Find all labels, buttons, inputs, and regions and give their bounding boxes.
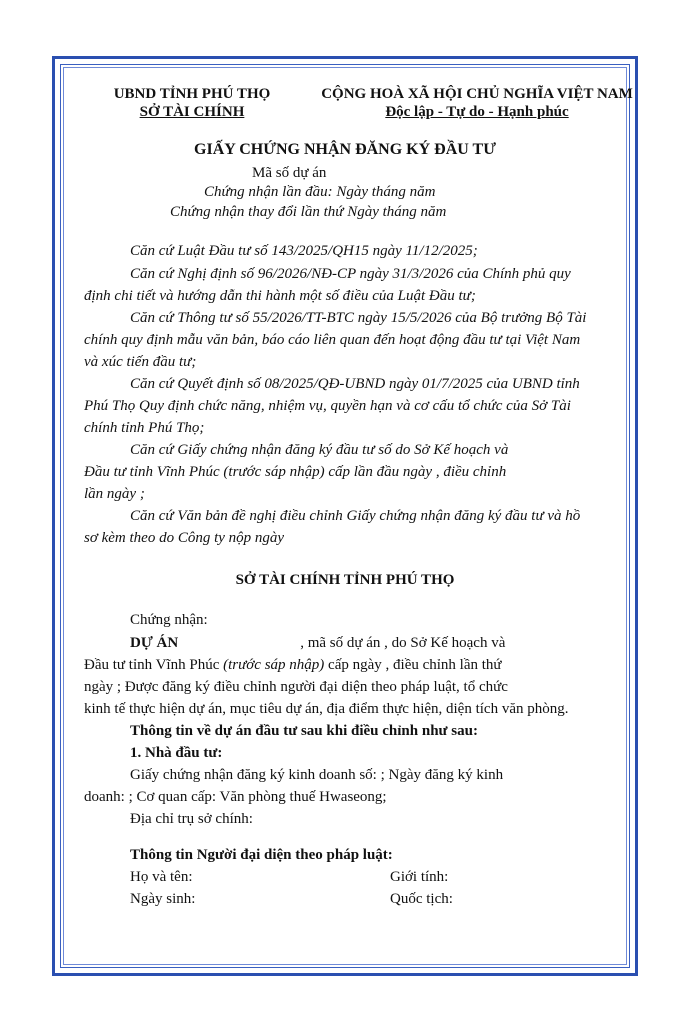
basis-line-2: Căn cứ Nghị định số 96/2026/NĐ-CP ngày 31/3/2026 của Chính phủ quy [130, 266, 571, 282]
info-heading: Thông tin về dự án đầu tư sau khi điều chỉnh như sau: [130, 723, 478, 739]
basis-line-8: Phú Thọ Quy định chức năng, nhiệm vụ, quyền hạn và cơ cấu tổ chức của Sở Tài [84, 398, 571, 414]
issuer-province: UBND TỈNH PHÚ THỌ [113, 86, 271, 102]
project-line-4: kinh tế thực hiện dự án, mục tiêu dự án, địa điểm thực hiện, diện tích văn phòng. [84, 701, 569, 717]
national-title: CỘNG HOÀ XÃ HỘI CHỦ NGHĨA VIỆT NAM [321, 86, 633, 102]
project-line [130, 633, 505, 653]
document-title: GIẤY CHỨNG NHẬN ĐĂNG KÝ ĐẦU TƯ [194, 141, 496, 158]
legal-rep-heading: Thông tin Người đại diện theo pháp luật: [130, 847, 393, 863]
legal-rep-dob-label: Ngày sinh: [130, 891, 196, 907]
business-registration-line-2: doanh: ; Cơ quan cấp: Văn phòng thuế Hwaseong; [84, 789, 387, 805]
legal-rep-gender-label: Giới tính: [390, 869, 449, 885]
changed-certification-line: Chứng nhận thay đổi lần thứ Ngày tháng năm [170, 204, 447, 220]
basis-line-7: Căn cứ Quyết định số 08/2025/QĐ-UBND ngày 01/7/2025 của UBND tỉnh [130, 376, 580, 392]
project-line-2-italic: (trước sáp nhập) [223, 657, 325, 673]
project-line-2 [84, 655, 502, 675]
national-motto [302, 102, 652, 122]
issuer-department-text: SỞ TÀI CHÍNH [139, 104, 245, 120]
basis-line-13: Căn cứ Văn bản đề nghị điều chỉnh Giấy chứng nhận đăng ký đầu tư và hồ [130, 508, 581, 524]
basis-line-5: chính quy định mẫu văn bản, báo cáo liên quan đến hoạt động đầu tư tại Việt Nam [84, 332, 581, 348]
legal-rep-nationality-label: Quốc tịch: [390, 891, 453, 907]
investor-heading: 1. Nhà đầu tư: [130, 745, 223, 761]
basis-line-11: Đầu tư tỉnh Vĩnh Phúc (trước sáp nhập) cấp lần đầu ngày , điều chỉnh [84, 464, 507, 480]
national-motto-text: Độc lập - Tự do - Hạnh phúc [385, 104, 569, 120]
project-line-2-b: cấp ngày , điều chỉnh lần thứ [324, 657, 502, 673]
project-line-3: ngày ; Được đăng ký điều chỉnh người đại diện theo pháp luật, tổ chức [84, 679, 508, 695]
basis-line-9: chính tỉnh Phú Thọ; [84, 420, 205, 436]
project-line-2-a: Đầu tư tỉnh Vĩnh Phúc [84, 657, 224, 673]
legal-rep-name-label: Họ và tên: [130, 869, 193, 885]
certification-label: Chứng nhận: [130, 612, 208, 628]
basis-line-4: Căn cứ Thông tư số 55/2026/TT-BTC ngày 15/5/2026 của Bộ trưởng Bộ Tài [130, 310, 587, 326]
first-certification-line: Chứng nhận lần đầu: Ngày tháng năm [204, 184, 436, 200]
project-line-rest: , mã số dự án , do Sở Kế hoạch và [300, 635, 506, 651]
basis-line-12: lần ngày ; [84, 486, 145, 502]
issuing-authority: SỞ TÀI CHÍNH TỈNH PHÚ THỌ [235, 572, 455, 588]
basis-line-6: và xúc tiến đầu tư; [84, 354, 197, 370]
issuer-department [100, 102, 284, 122]
head-office-address: Địa chỉ trụ sở chính: [130, 811, 253, 827]
basis-line-1: Căn cứ Luật Đầu tư số 143/2025/QH15 ngày 11/12/2025; [130, 243, 478, 259]
basis-line-3: định chi tiết và hướng dẫn thi hành một số điều của Luật Đầu tư; [84, 288, 476, 304]
basis-line-10: Căn cứ Giấy chứng nhận đăng ký đầu tư số do Sở Kế hoạch và [130, 442, 509, 458]
project-label: DỰ ÁN [130, 635, 179, 651]
project-code-line: Mã số dự án [252, 165, 327, 181]
business-registration-line: Giấy chứng nhận đăng ký kinh doanh số: ; Ngày đăng ký kinh [130, 767, 504, 783]
basis-line-14: sơ kèm theo do Công ty nộp ngày [84, 530, 285, 546]
